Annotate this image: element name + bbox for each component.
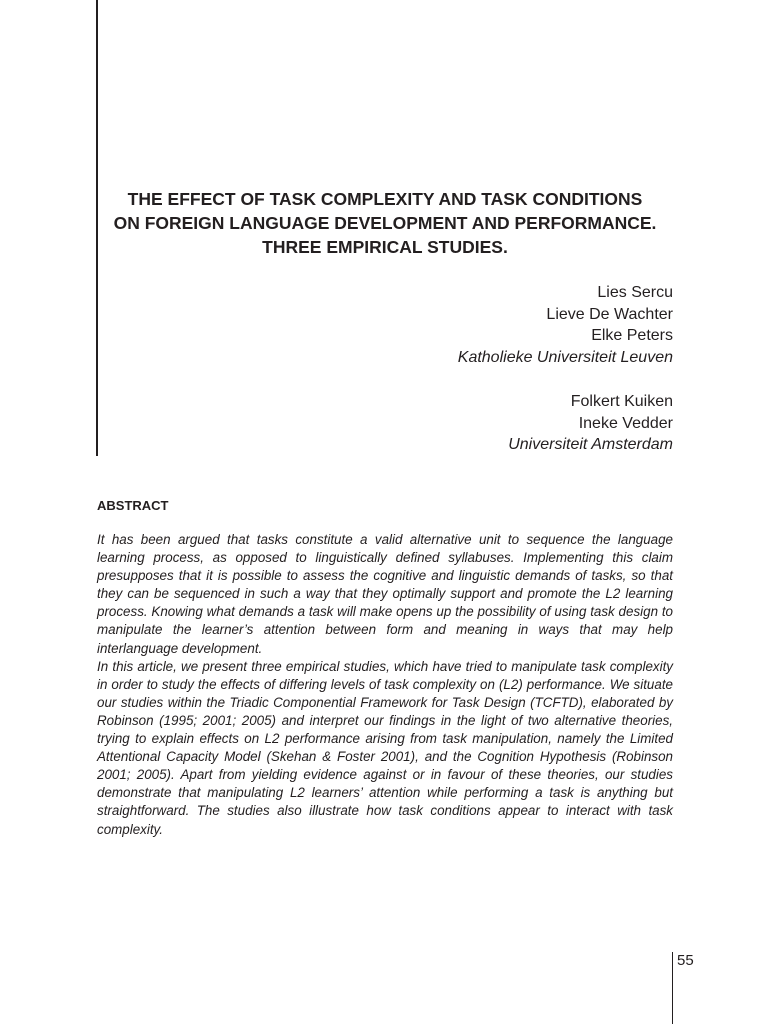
- abstract-body: [97, 531, 673, 839]
- abstract-paragraph: In this article, we present three empirical studies, which have tried to manipulate task complexity in order to study the effects of differing levels of task complexity on (L2) performance. We situate our studies within the Triadic Componential Framework for Task Design (TCFTD), elaborated by Robinson (1995; 2001; 2005) and interpret our findings in the light of two alternative theories, trying to explain effects on L2 performance arising from task manipulation, namely the Limited Attentional Capacity Model (Skehan & Foster 2001), and the Cognition Hypothesis (Robinson 2001; 2005). Apart from yielding evidence against or in favour of these theories, our studies demonstrate that manipulating L2 learners’ attention while performing a task is anything but straightforward. The studies also illustrate how task conditions appear to interact with task complexity.: [97, 658, 673, 837]
- abstract-paragraph: It has been argued that tasks constitute a valid alternative unit to sequence the language learning process, as opposed to linguistically defined syllabuses. Implementing this claim presupposes that it is possible to assess the cognitive and linguistic demands of tasks, so that they can be sequenced in such a way that they optimally support and promote the L2 learning process. Knowing what demands a task will make opens up the possibility of using task design to manipulate the learner’s attention between form and meaning in ways that may help interlanguage development.: [97, 532, 673, 656]
- paper-title: [98, 187, 672, 259]
- author-name: Lieve De Wachter: [546, 305, 673, 323]
- page-number: 55: [677, 952, 694, 969]
- author-group-spacer: [458, 369, 673, 391]
- abstract-heading: ABSTRACT: [97, 498, 169, 513]
- author-name: Ineke Vedder: [578, 414, 673, 432]
- title-line: THREE EMPIRICAL STUDIES.: [262, 237, 508, 257]
- author-block: [458, 282, 673, 456]
- author-name: Lies Sercu: [597, 284, 673, 301]
- page-number-rule: [672, 952, 673, 1024]
- author-affiliation: Universiteit Amsterdam: [508, 436, 673, 454]
- author-affiliation: Katholieke Universiteit Leuven: [457, 349, 673, 367]
- title-line: THE EFFECT OF TASK COMPLEXITY AND TASK CONDITIONS: [127, 189, 643, 209]
- title-line: ON FOREIGN LANGUAGE DEVELOPMENT AND PERFORMANCE.: [113, 213, 657, 233]
- author-name: Folkert Kuiken: [570, 392, 673, 410]
- author-name: Elke Peters: [591, 327, 673, 345]
